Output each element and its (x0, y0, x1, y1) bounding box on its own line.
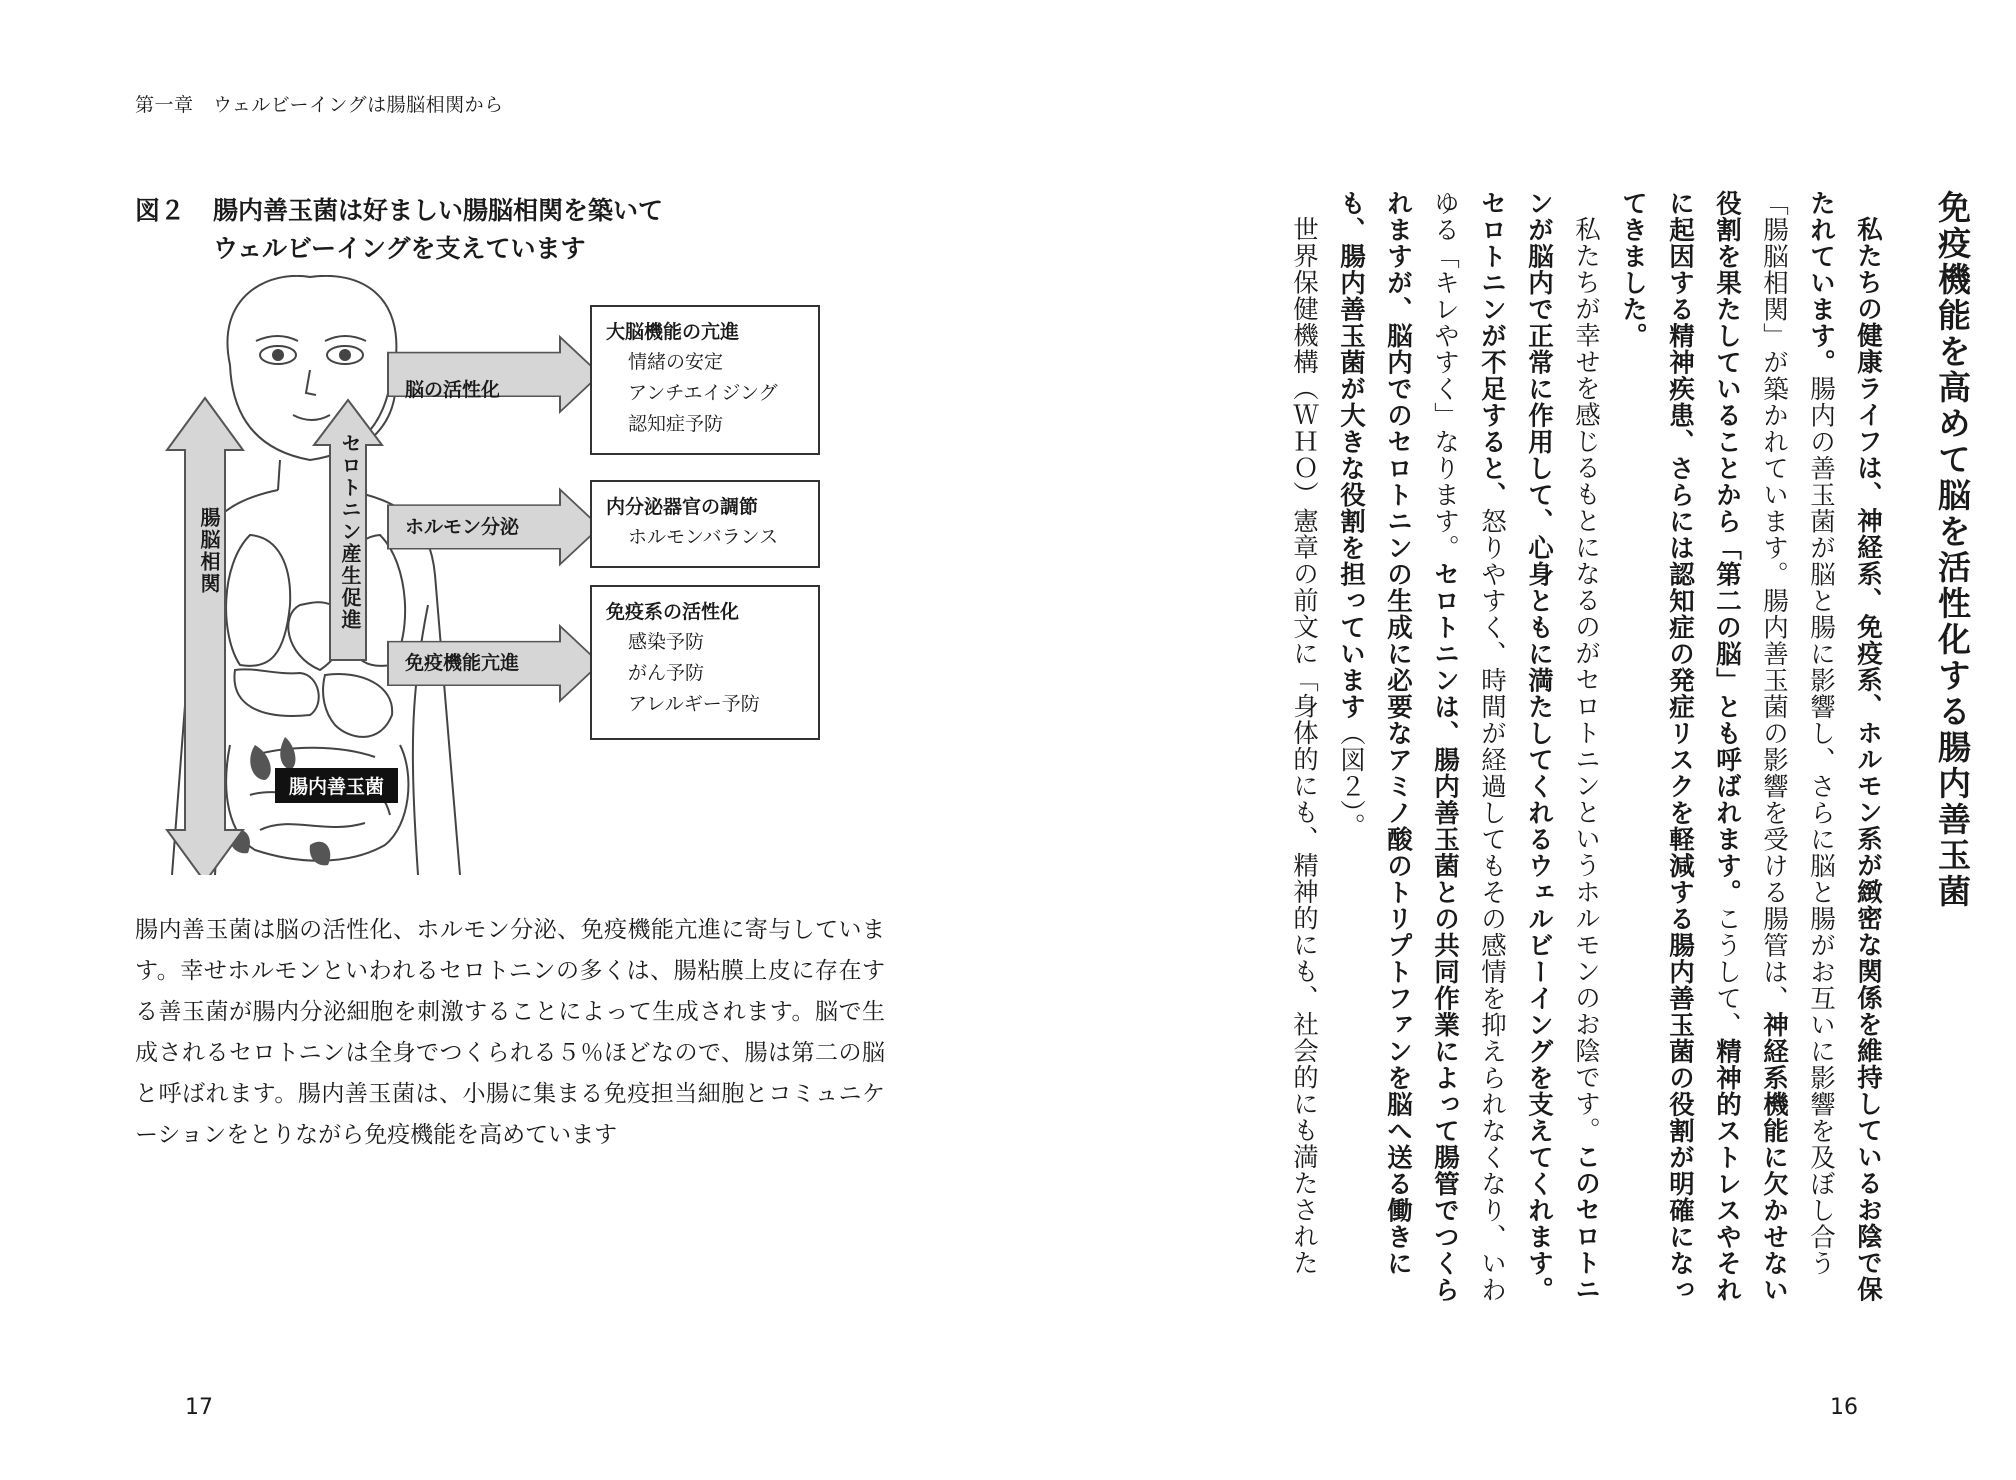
text-run: 精神的ストレスやそれに起因する精神疾患、さらには認知症の発症リスクを軽減する腸内善玉菌の役割が明確になってきました。 (1618, 190, 1742, 1303)
text-run: （図２）。 (1336, 720, 1366, 840)
box-item: アンチエイジング (628, 382, 778, 404)
box-title: 免疫系の活性化 (606, 601, 740, 623)
immune-enhancement-label: 免疫機能亢進 (405, 652, 520, 674)
paragraph-2 (1327, 190, 1609, 1320)
text-run: このセロトニンが脳内で正常に作用して、心身ともに満たしてくれるウェルビーイングを支えてくれます。 (1524, 190, 1601, 1303)
box-item: がん予防 (628, 662, 705, 684)
brain-function-box (590, 305, 820, 455)
endocrine-box (590, 480, 820, 568)
box-title: 大脳機能の亢進 (606, 321, 740, 343)
paragraph-3 (1280, 190, 1327, 1320)
vertical-text-area (1280, 190, 1976, 1320)
serotonin-production-label: セロトニン産生促進 (338, 433, 362, 631)
figure-caption-line2: ウェルビーイングを支えています (213, 234, 586, 263)
box-item: 感染予防 (628, 631, 705, 653)
text-run: セロトニンは、腸内善玉菌との共同作業によって腸管でつくられますが、脳内でのセロトニンの生成に必要なアミノ酸のトリプトファンを脳へ送る働きにも、腸内善玉菌が大きな役割を担っています (1336, 190, 1460, 1303)
page-number: 16 (1830, 1395, 1858, 1420)
running-head: 第一章 ウェルビーイングは腸脳相関から (135, 94, 504, 116)
box-item: 認知症予防 (628, 413, 724, 435)
figure-caption (135, 192, 663, 268)
box-item: 情緒の安定 (628, 351, 724, 373)
brain-activation-label: 脳の活性化 (405, 379, 501, 401)
text-run: 私たちが幸せを感じるもとになるのがセロトニンというホルモンのお陰です。 (1571, 215, 1601, 1143)
box-title: 内分泌器官の調節 (606, 496, 759, 518)
box-item: アレルギー予防 (628, 693, 760, 715)
text-run: セロトニンが不足すると、 (1477, 190, 1507, 508)
gut-brain-figure (160, 275, 860, 875)
article-title: 免疫機能を高めて脳を活性化する腸内善玉菌 (1933, 190, 1972, 910)
text-run: こうして、 (1712, 905, 1742, 1038)
text-run: 私たちの健康ライフは、神経系、免疫系、ホルモン系が緻密な関係を維持しているお陰で保たれています。 (1806, 190, 1883, 1302)
figure-number: 図２ (135, 196, 186, 225)
page-number: 17 (185, 1395, 213, 1420)
gut-brain-axis-label: 腸脳相関 (197, 507, 221, 595)
right-page (1008, 0, 2016, 1480)
text-run: 怒りやすく、時間が経過してもその感情を抑えられなくなり、いわゆる「キレやすく」なります。 (1430, 190, 1507, 1303)
text-run: 神経系機能に欠かせない役割を果たしていることから「第二の脳」とも呼ばれます。 (1712, 190, 1789, 1303)
text-run: 腸内の善玉菌が脳と腸に影響し、さらに脳と腸がお互いに影響を及ぼし合う「腸脳相関」が築かれています。腸内善玉菌の影響を受ける腸管は、 (1759, 190, 1836, 1277)
gut-bacteria-label: 腸内善玉菌 (275, 768, 398, 803)
immune-system-box (590, 585, 820, 740)
figure-description: 腸内善玉菌は脳の活性化、ホルモン分泌、免疫機能亢進に寄与しています。幸せホルモンといわれるセロトニンの多くは、腸粘膜上皮に存在する善玉菌が腸内分泌細胞を刺激することによって生成されます。脳で生成されるセロトニンは全身でつくられる５％ほどなので、腸は第二の脳と呼ばれます。腸内善玉菌は、小腸に集まる免疫担当細胞とコミュニケーションをとりながら免疫機能を高めています (135, 917, 885, 1148)
box-item: ホルモンバランス (628, 526, 779, 548)
paragraph-1 (1609, 190, 1891, 1320)
hormone-secretion-label: ホルモン分泌 (405, 516, 520, 538)
text-run: 世界保健機構（ＷＨＯ）憲章の前文に「身体的にも、精神的にも、社会的にも満たされた (1289, 215, 1319, 1276)
figure-caption-line1: 腸内善玉菌は好ましい腸脳相関を築いて (213, 196, 664, 225)
